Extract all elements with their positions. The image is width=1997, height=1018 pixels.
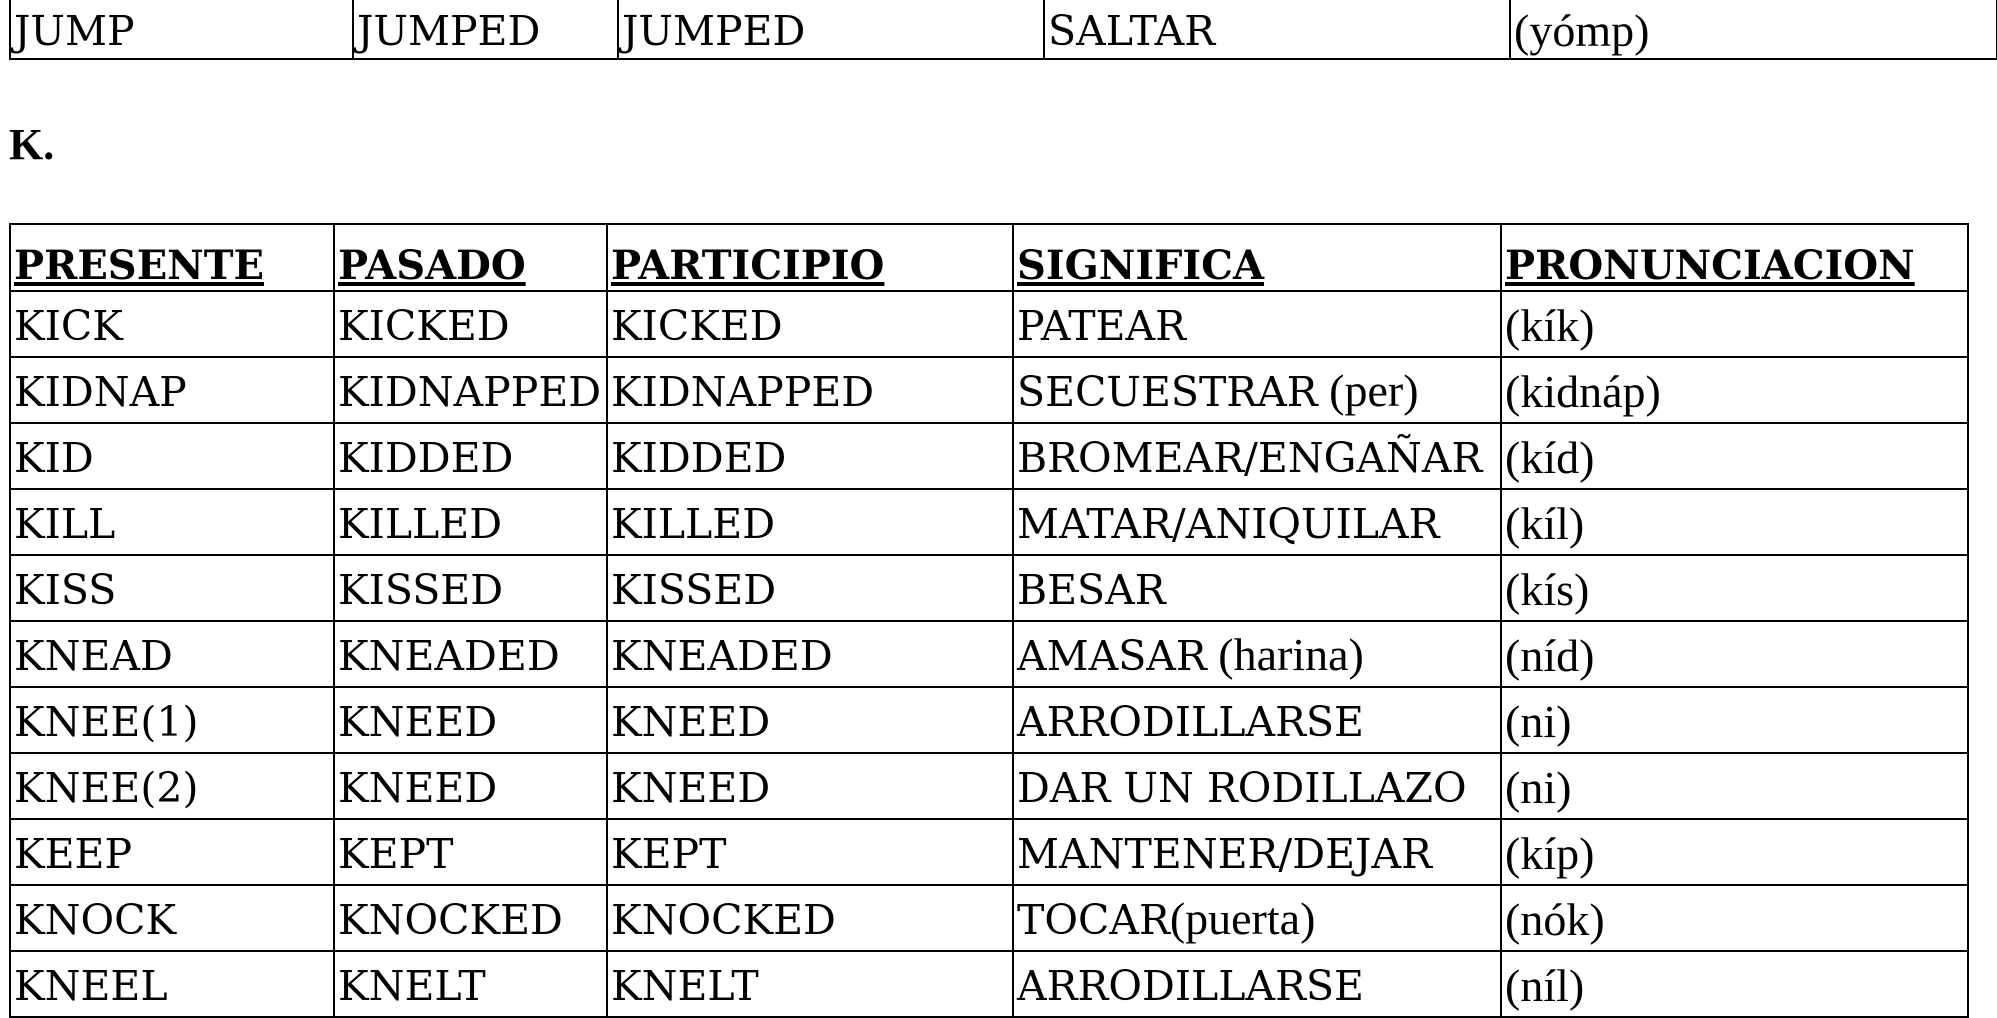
cell-significa — [1013, 819, 1501, 885]
significa-main: BESAR — [1017, 566, 1166, 614]
cell-presente: KNEE(2) — [10, 753, 334, 819]
cell-pasado: KNEADED — [334, 621, 607, 687]
cell-presente: KNEE(1) — [10, 687, 334, 753]
table-body — [10, 291, 1968, 1017]
cell-participio: KEPT — [607, 819, 1013, 885]
cell-participio: KIDNAPPED — [607, 357, 1013, 423]
header-participio: PARTICIPIO — [607, 224, 1013, 291]
cell-participio: KNEADED — [607, 621, 1013, 687]
cell-pronunciacion: (kidnáp) — [1501, 357, 1968, 423]
cell-pasado: KILLED — [334, 489, 607, 555]
table-row — [10, 357, 1968, 423]
cell-presente: KID — [10, 423, 334, 489]
cell-pasado: KISSED — [334, 555, 607, 621]
cell-significa — [1013, 621, 1501, 687]
table-row — [10, 489, 1968, 555]
significa-main: TOCAR — [1017, 896, 1170, 944]
cell-participio: KNEED — [607, 753, 1013, 819]
cell-participio: KICKED — [607, 291, 1013, 357]
table-row — [10, 621, 1968, 687]
table-row — [10, 753, 1968, 819]
significa-main: ARRODILLARSE — [1017, 962, 1364, 1010]
significa-main: MATAR/ANIQUILAR — [1017, 500, 1440, 548]
cell-presente: KICK — [10, 291, 334, 357]
significa-main: SECUESTRAR — [1017, 368, 1318, 416]
significa-note: (per) — [1317, 365, 1419, 416]
cell-presente: KISS — [10, 555, 334, 621]
cell-significa — [1013, 555, 1501, 621]
cell-significa: SALTAR — [1044, 0, 1510, 59]
cell-presente: JUMP — [10, 0, 353, 59]
header-pronunciacion: PRONUNCIACION — [1501, 224, 1968, 291]
cell-participio: KILLED — [607, 489, 1013, 555]
previous-section-table — [9, 0, 1997, 60]
cell-participio: KNEED — [607, 687, 1013, 753]
cell-significa — [1013, 423, 1501, 489]
cell-presente: KIDNAP — [10, 357, 334, 423]
table-row — [10, 819, 1968, 885]
significa-note: (harina) — [1206, 629, 1364, 680]
cell-presente: KNEAD — [10, 621, 334, 687]
cell-pronunciacion: (kís) — [1501, 555, 1968, 621]
cell-participio: KIDDED — [607, 423, 1013, 489]
cell-participio: KISSED — [607, 555, 1013, 621]
cell-pronunciacion: (ni) — [1501, 753, 1968, 819]
cell-participio: KNOCKED — [607, 885, 1013, 951]
cell-significa — [1013, 753, 1501, 819]
section-heading: K. — [9, 120, 55, 169]
cell-pasado: KIDDED — [334, 423, 607, 489]
cell-presente: KNOCK — [10, 885, 334, 951]
cell-pronunciacion: (kík) — [1501, 291, 1968, 357]
table-row — [10, 555, 1968, 621]
header-significa: SIGNIFICA — [1013, 224, 1501, 291]
significa-main: MANTENER/DEJAR — [1017, 830, 1432, 878]
cell-pasado: KIDNAPPED — [334, 357, 607, 423]
significa-main: AMASAR — [1017, 632, 1207, 680]
cell-presente: KNEEL — [10, 951, 334, 1017]
significa-main: BROMEAR/ENGAÑAR — [1017, 434, 1483, 482]
cell-significa — [1013, 885, 1501, 951]
verbs-table-k — [9, 223, 1969, 1018]
cell-pronunciacion: (yómp) — [1510, 0, 1997, 59]
cell-pasado: JUMPED — [353, 0, 618, 59]
cell-pronunciacion: (kíp) — [1501, 819, 1968, 885]
cell-pasado: KNEED — [334, 687, 607, 753]
header-presente: PRESENTE — [10, 224, 334, 291]
significa-main: ARRODILLARSE — [1017, 698, 1364, 746]
table-row — [10, 423, 1968, 489]
table-row — [10, 0, 1997, 59]
cell-pasado: KNEED — [334, 753, 607, 819]
cell-significa — [1013, 489, 1501, 555]
table-header-row — [10, 224, 1968, 291]
cell-pronunciacion: (kíd) — [1501, 423, 1968, 489]
cell-presente: KILL — [10, 489, 334, 555]
cell-significa — [1013, 951, 1501, 1017]
cell-participio: JUMPED — [618, 0, 1044, 59]
cell-significa — [1013, 291, 1501, 357]
cell-presente: KEEP — [10, 819, 334, 885]
table-row — [10, 687, 1968, 753]
cell-participio: KNELT — [607, 951, 1013, 1017]
cell-significa — [1013, 357, 1501, 423]
table-row — [10, 951, 1968, 1017]
cell-pasado: KNELT — [334, 951, 607, 1017]
cell-pasado: KEPT — [334, 819, 607, 885]
cell-pronunciacion: (kíl) — [1501, 489, 1968, 555]
cell-pronunciacion: (ni) — [1501, 687, 1968, 753]
table-row — [10, 885, 1968, 951]
header-pasado: PASADO — [334, 224, 607, 291]
significa-note: (puerta) — [1169, 893, 1316, 944]
significa-main: DAR UN RODILLAZO — [1017, 764, 1467, 812]
cell-significa — [1013, 687, 1501, 753]
cell-pronunciacion: (níl) — [1501, 951, 1968, 1017]
cell-pasado: KICKED — [334, 291, 607, 357]
cell-pronunciacion: (níd) — [1501, 621, 1968, 687]
cell-pronunciacion: (nók) — [1501, 885, 1968, 951]
table-row — [10, 291, 1968, 357]
significa-main: PATEAR — [1017, 302, 1186, 350]
cell-pasado: KNOCKED — [334, 885, 607, 951]
